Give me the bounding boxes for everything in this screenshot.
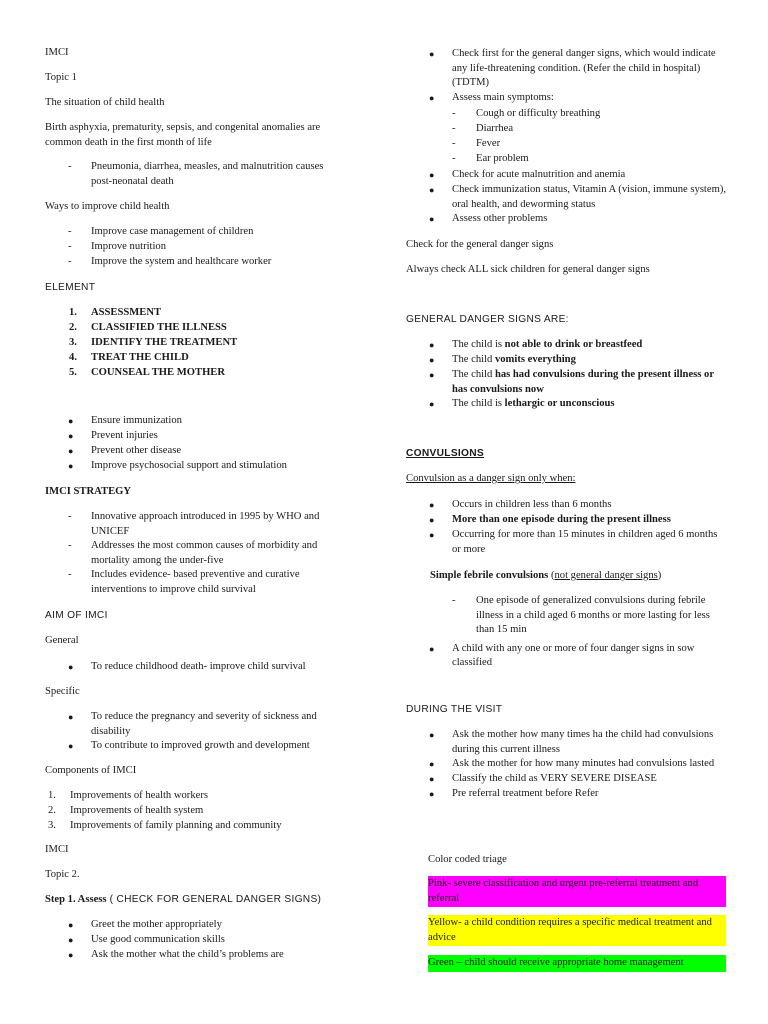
visit-list xyxy=(406,728,726,802)
list-item: ● Use good communication skills xyxy=(68,934,225,945)
list-item: 1. Improvements of health workers xyxy=(48,790,208,801)
top-list xyxy=(406,47,726,106)
list-item: ● The child is lethargic or unconscious xyxy=(429,398,615,409)
step-1-list xyxy=(45,918,345,963)
doc-title-2: IMCI xyxy=(45,844,69,855)
list-item: 3. IDENTIFY THE TREATMENT xyxy=(69,337,238,348)
list-item: ● Greet the mother appropriately xyxy=(68,919,222,930)
list-item: - Diarrhea xyxy=(452,123,514,134)
list-item: ● The child is not able to drink or breastfeed xyxy=(429,339,643,350)
list-item: ● Assess other problems xyxy=(429,213,548,224)
general-list xyxy=(45,660,345,675)
list-item: ● The child has had convulsions during the present illness or has convulsions now xyxy=(429,369,714,395)
ensure-list xyxy=(45,414,345,474)
list-item: 2. CLASSIFIED THE ILLNESS xyxy=(69,322,227,333)
list-item: ● Pre referral treatment before Refer xyxy=(429,788,599,799)
list-item: - Addresses the most common causes of morbidity and mortality among the under-five xyxy=(68,540,318,566)
components-heading: Components of IMCI xyxy=(45,765,137,776)
element-list xyxy=(45,306,345,381)
list-item: ● More than one episode during the present illness xyxy=(429,514,671,525)
list-item: ● To reduce childhood death- improve child survival xyxy=(68,661,306,672)
more-list xyxy=(406,168,726,227)
list-item: - Fever xyxy=(452,138,501,149)
specific-list xyxy=(45,710,345,754)
convulsions-subheading: Convulsion as a danger sign only when: xyxy=(406,473,576,484)
list-item: ● Check immunization status, Vitamin A (vision, immune system), oral health, and deworming status xyxy=(429,184,726,210)
list-item: ● Check for acute malnutrition and anemia xyxy=(429,169,626,180)
list-item: - Ear problem xyxy=(452,153,529,164)
general-label: General xyxy=(45,635,79,646)
list-item: ● To reduce the pregnancy and severity of sickness and disability xyxy=(68,711,317,737)
topic-2-label: Topic 2. xyxy=(45,869,80,880)
strategy-list xyxy=(45,510,345,597)
list-item: 3. Improvements of family planning and community xyxy=(48,820,282,831)
always-line: Always check ALL sick children for general danger signs xyxy=(406,264,650,275)
list-item: ● Occurs in children less than 6 months xyxy=(429,499,612,510)
doc-title: IMCI xyxy=(45,47,69,58)
post-neonatal-list xyxy=(45,160,345,189)
list-item: ● Occurring for more than 15 minutes in children aged 6 months or more xyxy=(429,529,718,555)
list-item: ● Ask the mother for how many minutes had convulsions lasted xyxy=(429,758,715,769)
specific-label: Specific xyxy=(45,686,80,697)
list-item: 5. COUNSEAL THE MOTHER xyxy=(69,367,226,378)
simple-febrile-list xyxy=(406,594,726,671)
triage-yellow-text: Yellow- a child condition requires a specific medical treatment and advice xyxy=(428,915,726,946)
strategy-heading: IMCI STRATEGY xyxy=(45,486,132,497)
list-item: ● Ask the mother what the child’s problems are xyxy=(68,949,284,960)
list-item: ● The child vomits everything xyxy=(429,354,576,365)
element-heading: ELEMENT xyxy=(45,282,96,293)
list-item: - Innovative approach introduced in 1995 by WHO and UNICEF xyxy=(68,511,320,537)
list-item: - Improve the system and healthcare worker xyxy=(68,256,272,267)
list-item: ● To contribute to improved growth and development xyxy=(68,740,310,751)
list-item: 1. ASSESSMENT xyxy=(69,307,162,318)
list-item: ● Classify the child as VERY SEVERE DISEASE xyxy=(429,773,657,784)
list-item: ● Ensure immunization xyxy=(68,415,182,426)
ways-heading: Ways to improve child health xyxy=(45,201,170,212)
list-item: ● Prevent injuries xyxy=(68,430,158,441)
check-line: Check for the general danger signs xyxy=(406,239,554,250)
list-item: ● Improve psychosocial support and stimulation xyxy=(68,460,287,471)
birth-paragraph: Birth asphyxia, prematurity, sepsis, and congenital anomalies are common death in the first month of life xyxy=(45,122,321,148)
list-item: ● Assess main symptoms: xyxy=(429,91,554,103)
list-item: ● A child with any one or more of four danger signs in sow classified xyxy=(429,642,695,668)
gds-list xyxy=(406,338,726,412)
list-item: ● Prevent other disease xyxy=(68,445,182,456)
triage-heading: Color coded triage xyxy=(428,854,507,865)
aim-heading: AIM OF IMCI xyxy=(45,610,108,621)
triage-green xyxy=(428,955,726,972)
list-item: ● Check first for the general danger signs, which would indicate any life-threatening condition. (Refer the child in hospital) (TDTM) xyxy=(429,48,716,88)
topic-1-label: Topic 1 xyxy=(45,72,77,83)
visit-heading: DURING THE VISIT xyxy=(406,704,503,715)
list-item: - Cough or difficulty breathing xyxy=(452,108,601,119)
list-item: ● Ask the mother how many times ha the child had convulsions during this current illness xyxy=(429,729,714,755)
list-item: - Includes evidence- based preventive and curative interventions to improve child survival xyxy=(68,569,300,595)
list-item: - Improve nutrition xyxy=(68,241,167,252)
ways-list xyxy=(45,225,345,270)
components-list xyxy=(45,789,345,834)
triage-pink xyxy=(428,876,726,907)
symptoms-list xyxy=(406,107,726,167)
simple-febrile-heading: Simple febrile convulsions (not general danger signs) xyxy=(430,570,662,581)
list-item: - Improve case management of children xyxy=(68,226,254,237)
list-item: - Pneumonia, diarrhea, measles, and malnutrition causes post-neonatal death xyxy=(68,161,324,187)
convulsions-list xyxy=(406,498,726,557)
situation-heading: The situation of child health xyxy=(45,97,165,108)
list-item: 2. Improvements of health system xyxy=(48,805,204,816)
convulsions-heading: CONVULSIONS xyxy=(406,448,485,459)
list-item: - One episode of generalized convulsions during febrile illness in a child aged 6 months or more lasting for less than 15 min xyxy=(452,595,710,635)
triage-pink-text: Pink- severe classification and urgent pre-referral treatment and referral xyxy=(428,876,726,907)
step-1-heading: Step 1. Assess ( CHECK FOR GENERAL DANGER SIGNS) xyxy=(45,894,322,905)
gds-heading: GENERAL DANGER SIGNS ARE: xyxy=(406,314,569,325)
triage-green-text: Green – child should receive appropriate home management xyxy=(428,955,726,972)
list-item: 4. TREAT THE CHILD xyxy=(69,352,189,363)
triage-yellow xyxy=(428,915,726,946)
